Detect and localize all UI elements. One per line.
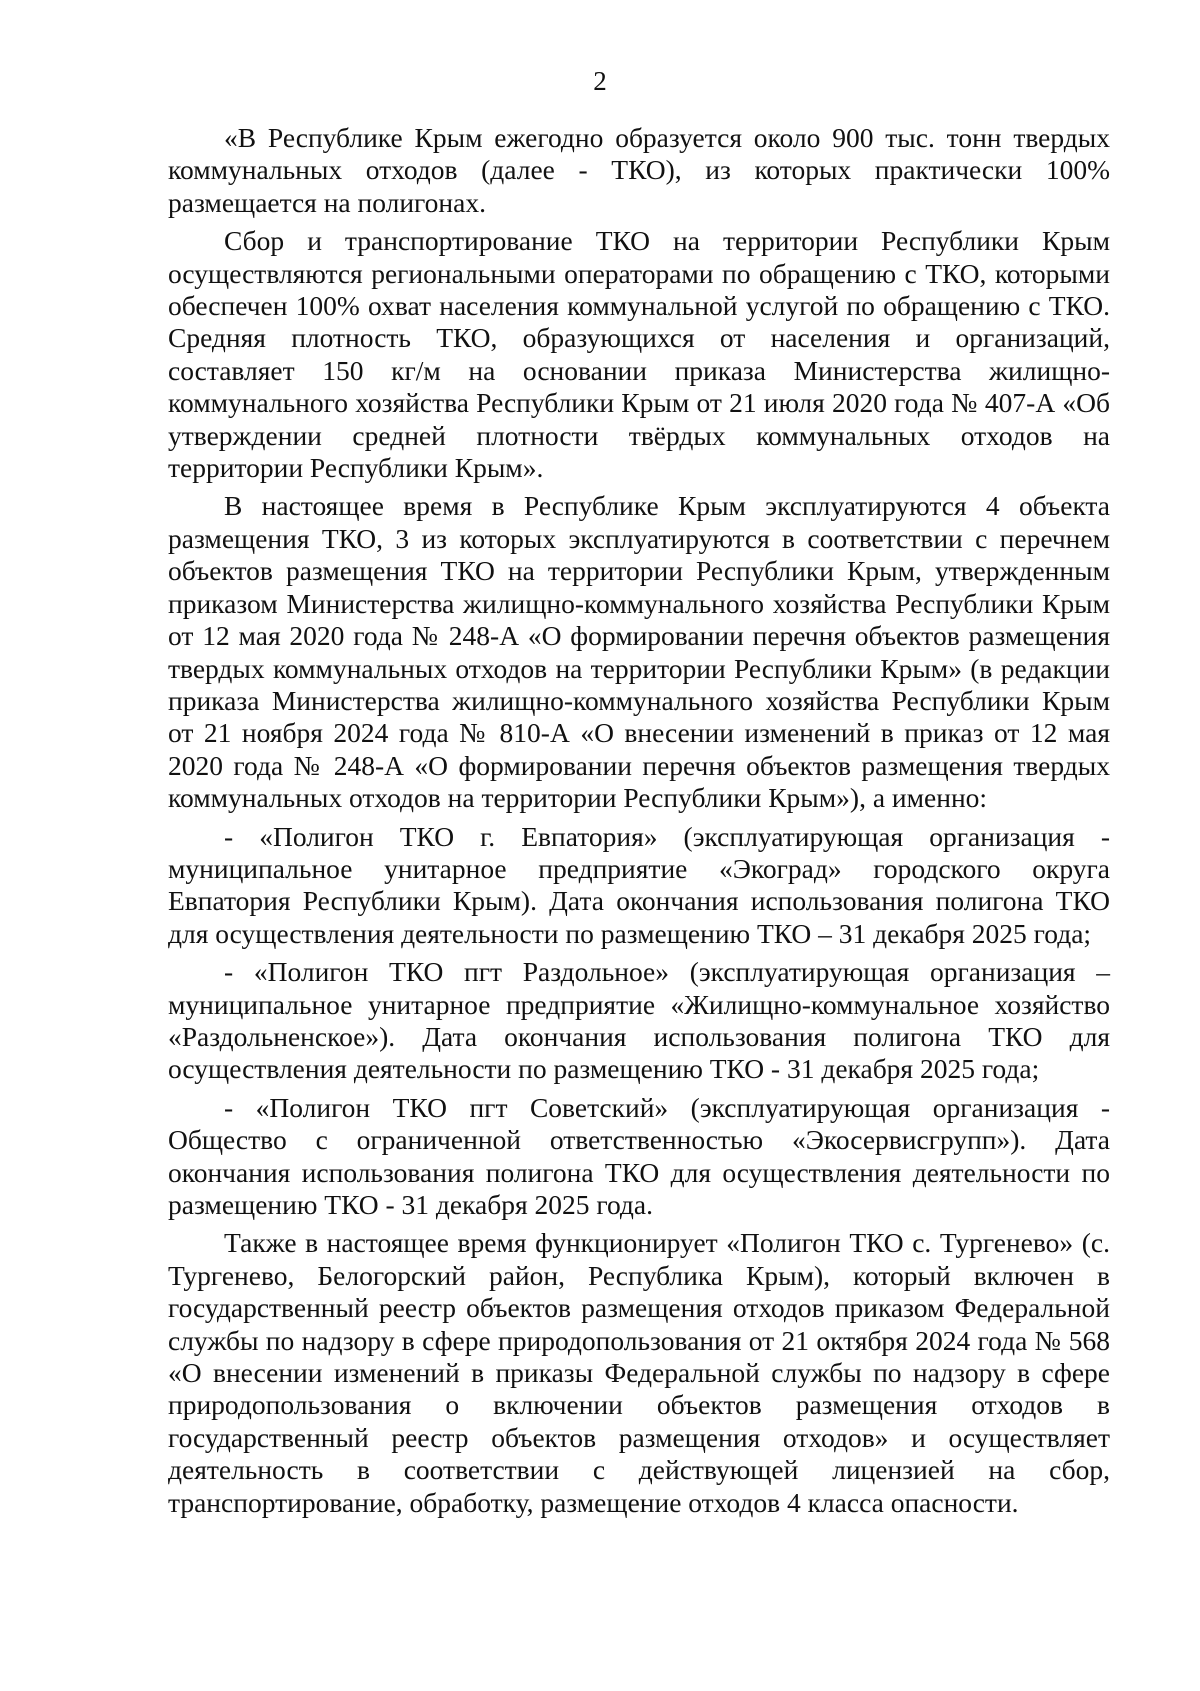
paragraph-collection-transport: Сбор и транспортирование ТКО на территории Республики Крым осуществляются региональными операторами по обращению с ТКО, которыми обеспечен 100% охват населения коммунальной услугой по обращению с ТКО. Средняя плотность ТКО, образующихся от населения и организаций, составляет 150 кг/м на основании приказа Министерства жилищно-коммунального хозяйства Республики Крым от 21 июля 2020 года № 407-А «Об утверждении средней плотности твёрдых коммунальных отходов на территории Республики Крым». bbox=[168, 225, 1110, 484]
list-item-razdolnoe-landfill: - «Полигон ТКО пгт Раздольное» (эксплуатирующая организация – муниципальное унитарное предприятие «Жилищно-коммунальное хозяйство «Раздольненское»). Дата окончания использования полигона ТКО для осуществления деятельности по размещению ТКО - 31 декабря 2025 года; bbox=[168, 956, 1110, 1085]
page-number: 2 bbox=[593, 66, 607, 96]
list-item-sovetsky-landfill: - «Полигон ТКО пгт Советский» (эксплуатирующая организация - Общество с ограниченной ответственностью «Экосервисгрупп»). Дата окончания использования полигона ТКО для осуществления деятельности по размещению ТКО - 31 декабря 2025 года. bbox=[168, 1091, 1110, 1220]
paragraph-landfill-list-intro: В настоящее время в Республике Крым эксплуатируются 4 объекта размещения ТКО, 3 из которых эксплуатируются в соответствии с перечнем объектов размещения ТКО на территории Республики Крым, утвержденным приказом Министерства жилищно-коммунального хозяйства Республики Крым от 12 мая 2020 года № 248-А «О формировании перечня объектов размещения твердых коммунальных отходов на территории Республики Крым» (в редакции приказа Министерства жилищно-коммунального хозяйства Республики Крым от 21 ноября 2024 года № 810-А «О внесении изменений в приказ от 12 мая 2020 года № 248-А «О формировании перечня объектов размещения твердых коммунальных отходов на территории Республики Крым»), а именно: bbox=[168, 490, 1110, 814]
paragraph-waste-volume: «В Республике Крым ежегодно образуется около 900 тыс. тонн твердых коммунальных отходов (далее - ТКО), из которых практически 100% размещается на полигонах. bbox=[168, 122, 1110, 218]
list-item-evpatoria-landfill: - «Полигон ТКО г. Евпатория» (эксплуатирующая организация - муниципальное унитарное предприятие «Экоград» городского округа Евпатория Республики Крым). Дата окончания использования полигона ТКО для осуществления деятельности по размещению ТКО – 31 декабря 2025 года; bbox=[168, 820, 1110, 949]
document-body bbox=[168, 122, 1110, 1519]
paragraph-turgenevo-landfill: Также в настоящее время функционирует «Полигон ТКО с. Тургенево» (с. Тургенево, Белогорский район, Республика Крым), который включен в государственный реестр объектов размещения отходов приказом Федеральной службы по надзору в сфере природопользования от 21 октября 2024 года № 568 «О внесении изменений в приказы Федеральной службы по надзору в сфере природопользования о включении объектов размещения отходов в государственный реестр объектов размещения отходов» и осуществляет деятельность в соответствии с действующей лицензией на сбор, транспортирование, обработку, размещение отходов 4 класса опасности. bbox=[168, 1227, 1110, 1518]
